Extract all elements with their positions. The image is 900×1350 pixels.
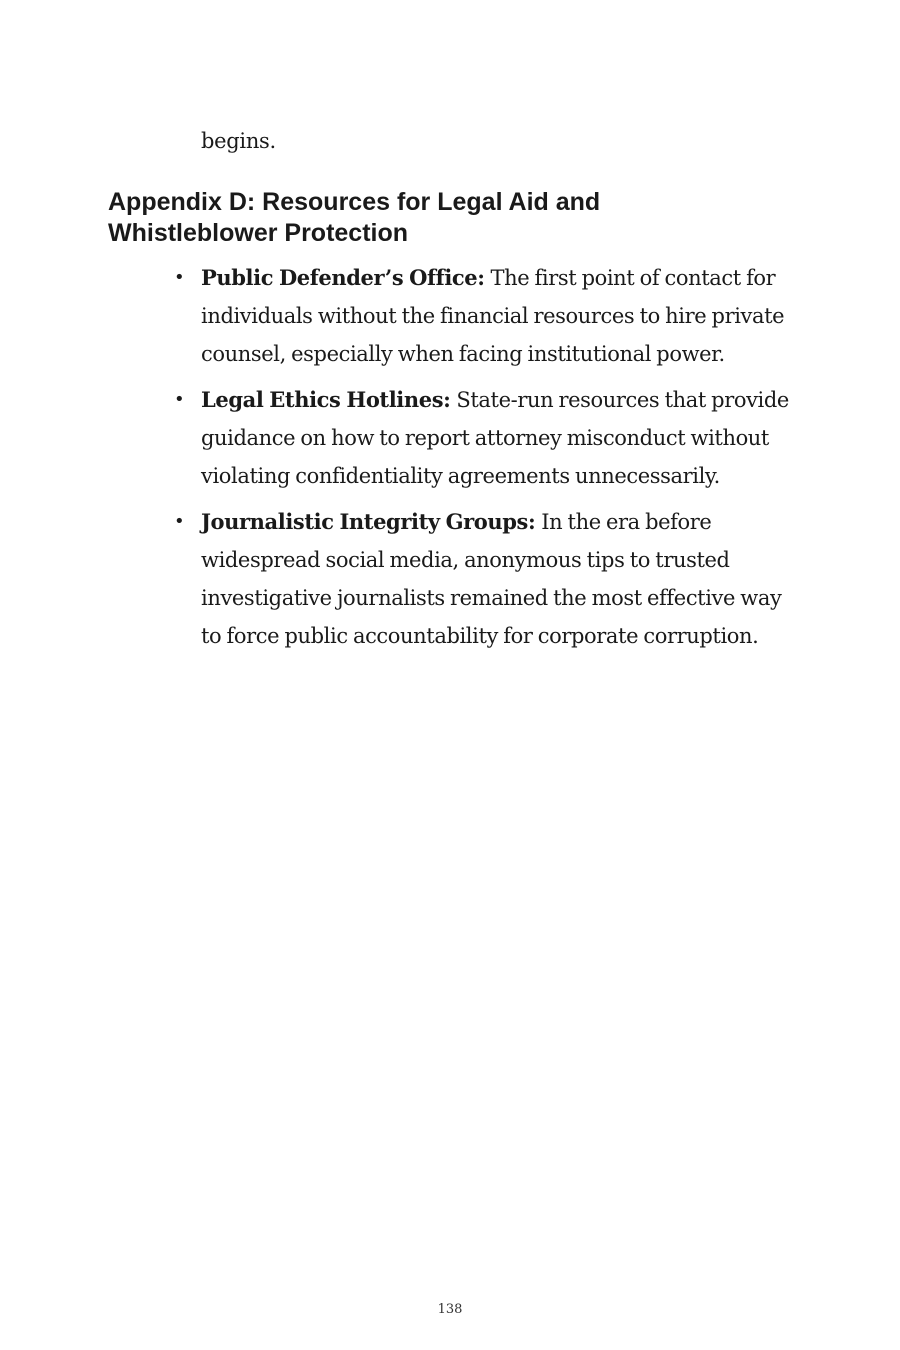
bullet-icon: • — [174, 511, 185, 532]
list-item — [174, 503, 801, 655]
bullet-icon: • — [174, 267, 185, 288]
list-item — [174, 259, 801, 373]
page-number: 138 — [437, 1302, 463, 1317]
item-text: In the era before widespread social media, anonymous tips to trusted investigative journalists remained the most effective way to force public accountability for corporate corruption. — [201, 510, 782, 648]
appendix-heading: Appendix D: Resources for Legal Aid and Whistleblower Protection — [108, 188, 601, 247]
list-item — [174, 381, 801, 495]
item-title: Journalistic Integrity Groups: — [201, 509, 542, 534]
item-title: Public Defender’s Office: — [201, 265, 491, 290]
item-text: State-run resources that provide guidance on how to report attorney misconduct without violating confidentiality agreements unnecessarily. — [201, 388, 789, 488]
resource-list — [174, 259, 801, 663]
item-text: The first point of contact for individuals without the financial resources to hire private counsel, especially when facing institutional power. — [201, 266, 785, 366]
item-title: Legal Ethics Hotlines: — [201, 387, 457, 412]
continuation-text: begins. — [201, 129, 276, 153]
bullet-icon: • — [174, 389, 185, 410]
